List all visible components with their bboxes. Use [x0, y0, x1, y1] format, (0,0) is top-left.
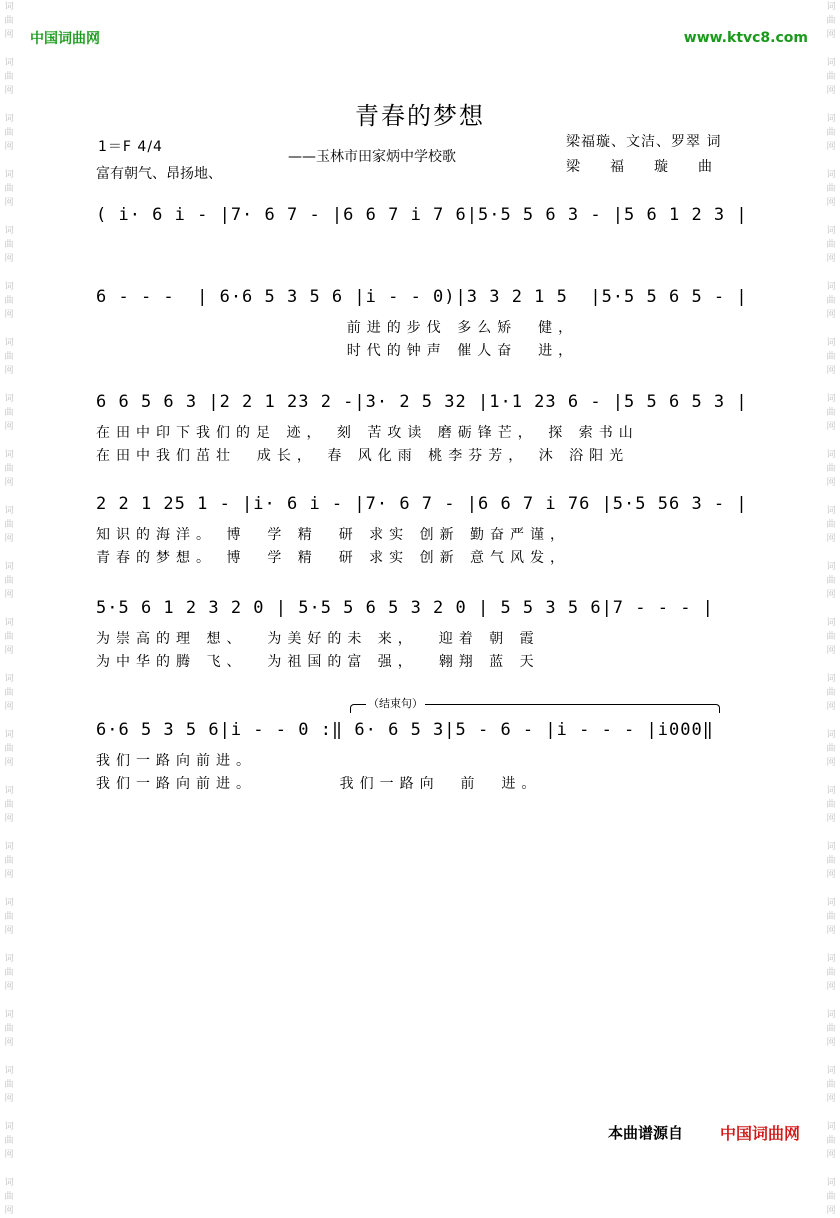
song-title: 青春的梦想 [355, 102, 485, 130]
source-label: 本曲谱源自 [608, 1124, 684, 1142]
source-site-link[interactable]: 中国词曲网 [720, 1124, 801, 1143]
lyric-row-5-verse-1: 为崇高的理 想、 为美好的未 来， 迎着 朝 霞 [96, 631, 540, 647]
composer-credit: 梁福璇曲 [566, 159, 742, 175]
lyric-row-6-verse-1: 我们一路向前进。 [96, 753, 256, 769]
ending-label: （结束句） [368, 697, 423, 710]
side-watermark-left: 词 曲 网 词 曲 网 词 曲 网 词 曲 网 词 曲 网 词 曲 网 词 曲 网 词 曲 网 词 曲 网 词 曲 网 词 曲 网 词 曲 网 词 曲 网 词 曲 网 词 曲 网 词 曲 网 词 曲 网 词 曲 网 词 曲 网 词 曲 网 词 曲 网 词 曲 网 [4, 2, 14, 1216]
site-url-right[interactable]: www.ktvc8.com [683, 30, 808, 46]
site-logo-left[interactable]: 中国词曲网 [30, 31, 100, 47]
lyric-row-2-verse-2: 时代的钟声 催人奋 进， [96, 343, 579, 359]
lyric-row-3-verse-2: 在田中我们茁壮 成长， 春 风化雨 桃李芬芳， 沐 浴阳光 [96, 448, 630, 464]
lyricist-credit: 梁福璇、文洁、罗翠 词 [566, 134, 722, 150]
song-subtitle: ——玉林市田家炳中学校歌 [288, 149, 456, 165]
tempo-mood: 富有朝气、昂扬地、 [96, 166, 222, 182]
score-row-4: 2 2 1 25 1 - |i· 6 i - |7· 6 7 - |6 6 7 i 76 |5·5 56 3 - | [96, 494, 748, 514]
lyric-row-5-verse-2: 为中华的腾 飞、 为祖国的富 强， 翱翔 蓝 天 [96, 654, 540, 670]
lyric-row-2-verse-1: 前进的步伐 多么矫 健， [96, 320, 579, 336]
score-row-5: 5·5 6 1 2 3 2 0 | 5·5 5 6 5 3 2 0 | 5 5 3 5 6|7 - - - | [96, 598, 714, 618]
key-time-signature: 1＝F 4/4 [98, 139, 163, 155]
lyric-row-3-verse-1: 在田中印下我们的足 迹， 刻 苦攻读 磨砺锋芒， 探 索书山 [96, 425, 639, 441]
score-row-2: 6 - - - | 6·6 5 3 5 6 |i - - 0)|3 3 2 1 5 |5·5 5 6 5 - | [96, 287, 748, 307]
lyric-row-4-verse-2: 青春的梦想。 博 学 精 研 求实 创新 意气风发， [96, 550, 571, 566]
lyric-row-6-verse-2: 我们一路向前进。 我们一路向 前 进。 [96, 776, 542, 792]
side-watermark-right: 词 曲 网 词 曲 网 词 曲 网 词 曲 网 词 曲 网 词 曲 网 词 曲 网 词 曲 网 词 曲 网 词 曲 网 词 曲 网 词 曲 网 词 曲 网 词 曲 网 词 曲 网 词 曲 网 词 曲 网 词 曲 网 词 曲 网 词 曲 网 词 曲 网 词 曲 网 [826, 2, 836, 1216]
score-row-6: 6·6 5 3 5 6|i - - 0 :‖ 6· 6 5 3|5 - 6 - |i - - - |i000‖ [96, 720, 714, 740]
score-row-1: ( i· 6 i - |7· 6 7 - |6 6 7 i 7 6|5·5 5 6 3 - |5 6 1 2 3 | [96, 205, 748, 225]
lyric-row-4-verse-1: 知识的海洋。 博 学 精 研 求实 创新 勤奋严谨， [96, 527, 571, 543]
score-row-3: 6 6 5 6 3 |2 2 1 23 2 -|3· 2 5 32 |1·1 23 6 - |5 5 6 5 3 | [96, 392, 748, 412]
